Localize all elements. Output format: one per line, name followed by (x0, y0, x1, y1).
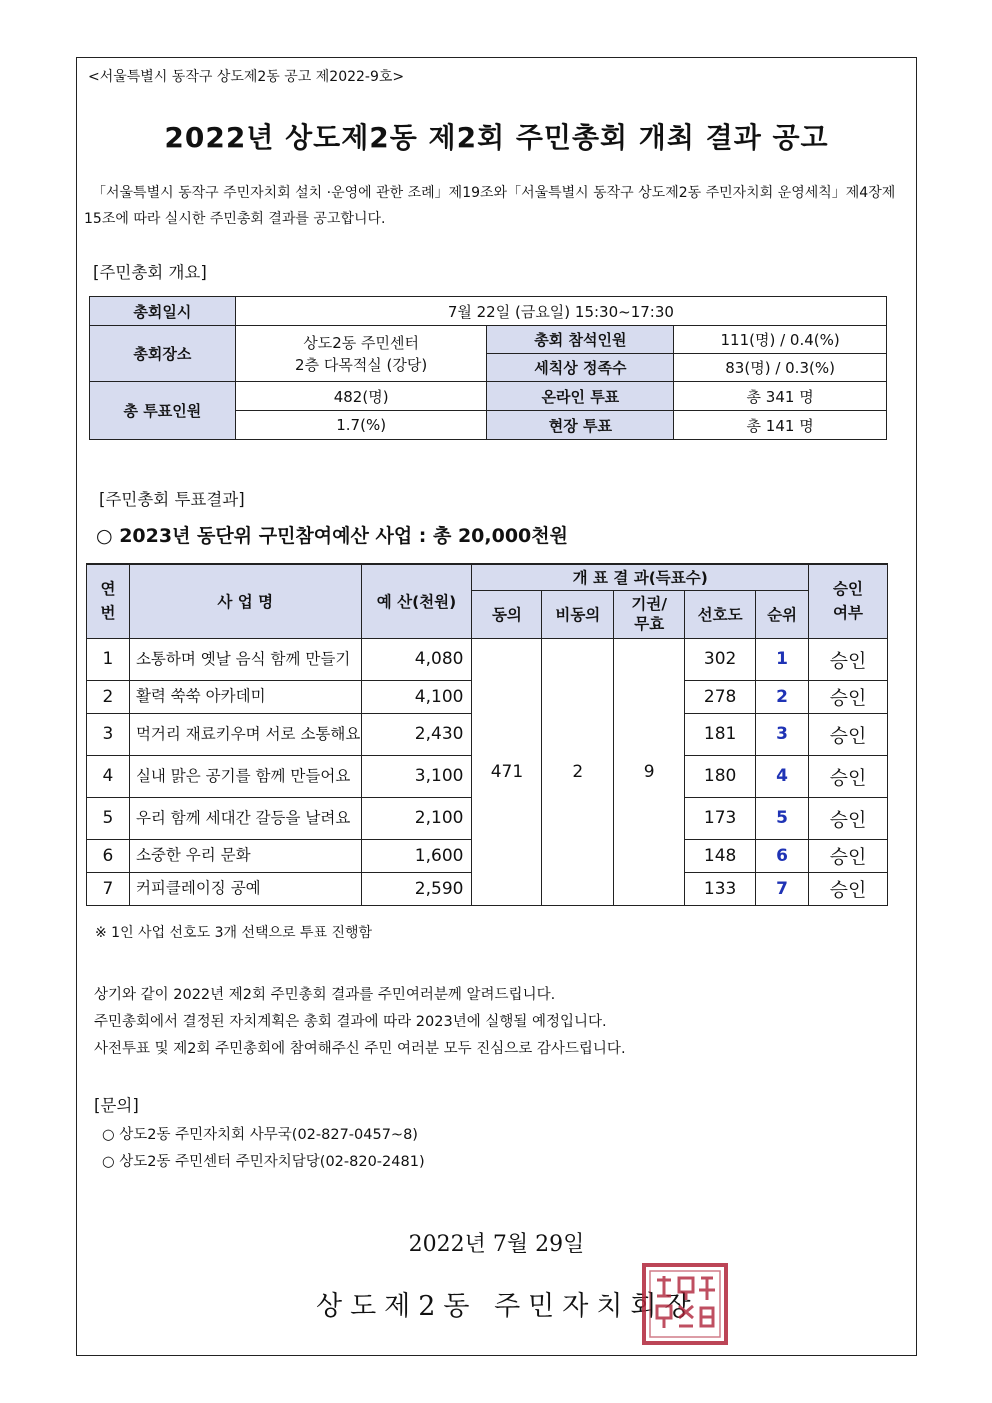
closing-line: 사전투표 및 제2회 주민총회에 참여해주신 주민 여러분 모두 진심으로 감사드립니다. (94, 1041, 626, 1057)
row-no: 7 (87, 872, 130, 905)
col-approval: 승인 여부 (809, 564, 888, 638)
row-no: 6 (87, 839, 130, 872)
row-preference: 180 (685, 755, 756, 797)
vote-subheading: ○ 2023년 동단위 구민참여예산 사업 : 총 20,000천원 (96, 525, 568, 547)
row-preference: 302 (685, 638, 756, 680)
col-name: 사 업 명 (129, 564, 361, 638)
row-rank: 2 (756, 680, 809, 713)
col-no: 연 번 (87, 564, 130, 638)
vote-result-table (86, 563, 888, 906)
row-preference: 173 (685, 797, 756, 839)
row-rank: 1 (756, 638, 809, 680)
vote-header-row-1 (87, 564, 888, 590)
row-budget: 2,430 (361, 713, 472, 755)
closing-line: 상기와 같이 2022년 제2회 주민총회 결과를 주민여러분께 알려드립니다. (94, 987, 556, 1003)
signer-name: 상도제2동 주민자치회장 (316, 1291, 699, 1322)
document-date: 2022년 7월 29일 (408, 1232, 585, 1257)
col-disagree: 비동의 (542, 590, 614, 638)
seal-icon (641, 1262, 729, 1346)
online-value: 총 341 명 (674, 382, 887, 411)
intro-paragraph: 「서울특별시 동작구 주민자치회 설치 ·운영에 관한 조례」제19조와「서울특별시 동작구 상도제2동 주민자치회 운영세칙」제4장제15조에 따라 실시한 주민총회 결과를 공고합니다. (84, 185, 896, 227)
overview-row-voters (90, 382, 887, 411)
place-value (235, 326, 487, 382)
row-rank: 6 (756, 839, 809, 872)
row-no: 5 (87, 797, 130, 839)
abstain-total: 9 (614, 638, 685, 905)
quorum-label: 세칙상 정족수 (487, 354, 674, 382)
place-label: 총회장소 (90, 326, 236, 382)
onsite-label: 현장 투표 (487, 411, 674, 440)
row-budget: 2,590 (361, 872, 472, 905)
row-budget: 4,080 (361, 638, 472, 680)
col-rank: 순위 (756, 590, 809, 638)
page-title: 2022년 상도제2동 제2회 주민총회 개최 결과 공고 (164, 121, 829, 154)
place-value-line2: 2층 다목적실 (강당) (295, 355, 428, 374)
row-approval: 승인 (809, 839, 888, 872)
row-approval: 승인 (809, 680, 888, 713)
row-name: 소중한 우리 문화 (129, 839, 361, 872)
row-approval: 승인 (809, 638, 888, 680)
vote-note: ※ 1인 사업 선호도 3개 선택으로 투표 진행함 (95, 925, 373, 941)
attend-value: 111(명) / 0.4(%) (674, 326, 887, 354)
date-value: 7월 22일 (금요일) 15:30~17:30 (235, 297, 886, 326)
disagree-total: 2 (542, 638, 614, 905)
date-label: 총회일시 (90, 297, 236, 326)
row-name: 실내 맑은 공기를 함께 만들어요 (129, 755, 361, 797)
col-abstain: 기권/ 무효 (614, 590, 685, 638)
online-label: 온라인 투표 (487, 382, 674, 411)
row-approval: 승인 (809, 713, 888, 755)
row-no: 1 (87, 638, 130, 680)
notice-number: <서울특별시 동작구 상도제2동 공고 제2022-9호> (88, 69, 405, 85)
voters-label: 총 투표인원 (90, 382, 236, 440)
row-budget: 3,100 (361, 755, 472, 797)
col-preference: 선호도 (685, 590, 756, 638)
row-budget: 2,100 (361, 797, 472, 839)
row-rank: 7 (756, 872, 809, 905)
row-name: 활력 쑥쑥 아카데미 (129, 680, 361, 713)
onsite-value: 총 141 명 (674, 411, 887, 440)
col-budget: 예 산(천원) (361, 564, 472, 638)
quorum-value: 83(명) / 0.3(%) (674, 354, 887, 382)
contact-item: ○ 상도2동 주민자치회 사무국(02-827-0457~8) (102, 1127, 418, 1143)
inquiry-heading: [문의] (94, 1096, 139, 1115)
row-preference: 148 (685, 839, 756, 872)
row-preference: 181 (685, 713, 756, 755)
voters-percent: 1.7(%) (235, 411, 487, 440)
row-budget: 1,600 (361, 839, 472, 872)
row-rank: 3 (756, 713, 809, 755)
row-name: 먹거리 재료키우며 서로 소통해요 (129, 713, 361, 755)
place-value-line1: 상도2동 주민센터 (303, 333, 420, 352)
overview-row-date (90, 297, 887, 326)
col-result: 개 표 결 과(득표수) (472, 564, 809, 590)
row-no: 2 (87, 680, 130, 713)
row-no: 4 (87, 755, 130, 797)
row-approval: 승인 (809, 872, 888, 905)
row-rank: 5 (756, 797, 809, 839)
row-rank: 4 (756, 755, 809, 797)
table-row (87, 638, 888, 680)
closing-paragraph (94, 982, 626, 1063)
official-seal (641, 1262, 729, 1346)
vote-heading: [주민총회 투표결과] (99, 490, 245, 509)
row-approval: 승인 (809, 797, 888, 839)
contact-item: ○ 상도2동 주민센터 주민자치담당(02-820-2481) (102, 1154, 425, 1170)
agree-total: 471 (472, 638, 542, 905)
row-budget: 4,100 (361, 680, 472, 713)
col-agree: 동의 (472, 590, 542, 638)
row-name: 커피클레이징 공예 (129, 872, 361, 905)
row-name: 소통하며 옛날 음식 함께 만들기 (129, 638, 361, 680)
overview-row-place (90, 326, 887, 354)
overview-heading: [주민총회 개요] (93, 263, 207, 282)
closing-line: 주민총회에서 결정된 자치계획은 총회 결과에 따라 2023년에 실행될 예정입니다. (94, 1014, 607, 1030)
row-preference: 133 (685, 872, 756, 905)
row-no: 3 (87, 713, 130, 755)
overview-table (89, 296, 887, 440)
attend-label: 총회 참석인원 (487, 326, 674, 354)
voters-count: 482(명) (235, 382, 487, 411)
row-name: 우리 함께 세대간 갈등을 날려요 (129, 797, 361, 839)
row-preference: 278 (685, 680, 756, 713)
row-approval: 승인 (809, 755, 888, 797)
